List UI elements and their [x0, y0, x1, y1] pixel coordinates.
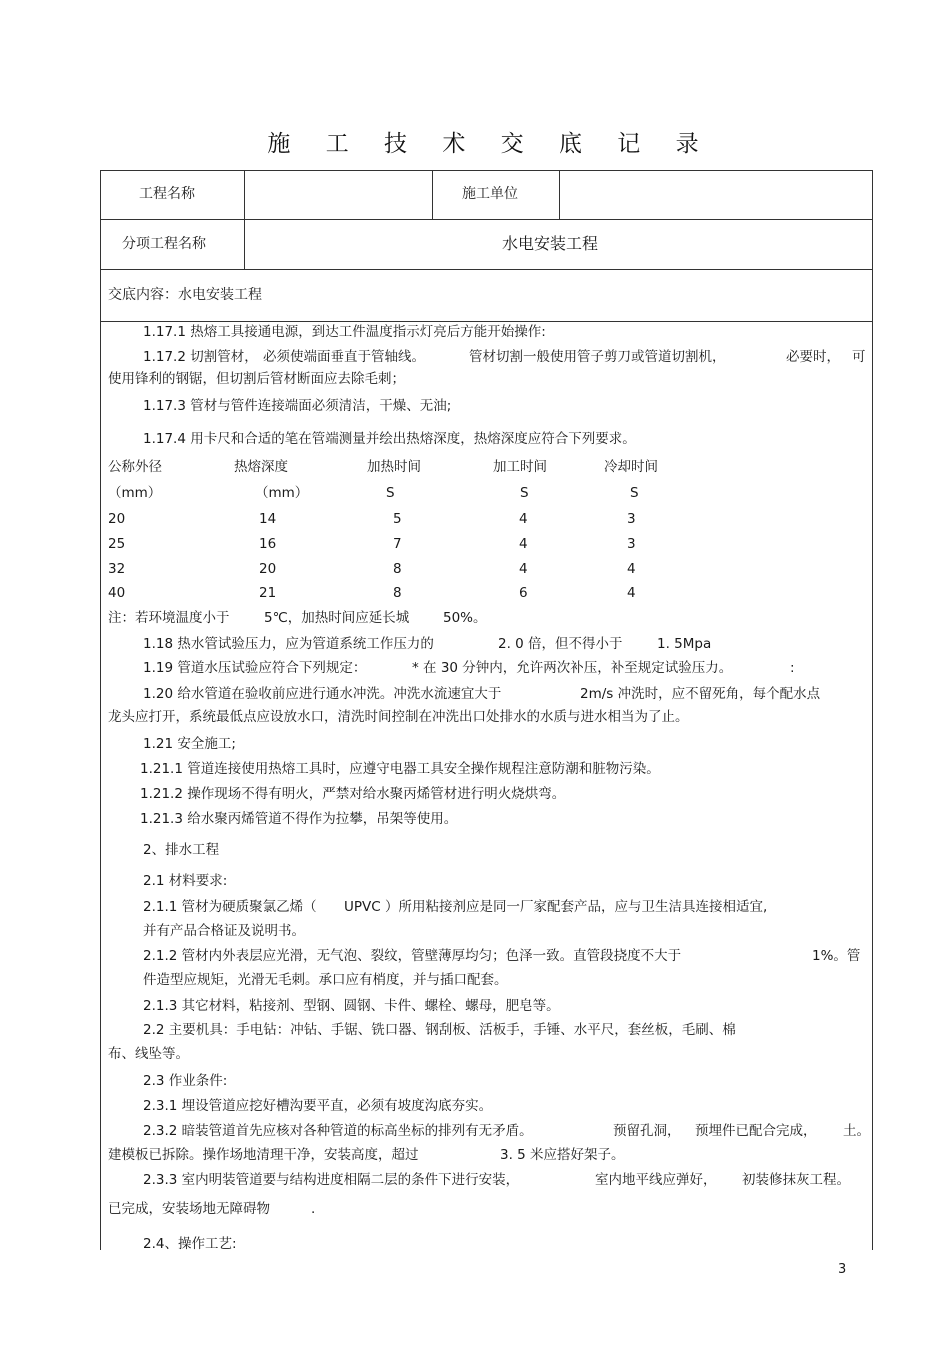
text-line: 土。 [843, 1123, 870, 1139]
text-line: 1.17.1 热熔工具接通电源，到达工件温度指示灯亮后方能开始操作: [143, 324, 546, 340]
text-line: UPVC ）所用粘接剂应是同一厂家配套产品，应与卫生洁具连接相适宜, [344, 899, 768, 915]
table-cell: 8 [393, 585, 402, 601]
table-cell: 4 [627, 585, 636, 601]
table-cell: 8 [393, 561, 402, 577]
text-line: 件造型应规矩，光滑无毛刺。承口应有梢度，并与插口配套。 [143, 972, 508, 988]
text-line: 2.2 主要机具：手电钻：冲钻、手锯、铣口器、钢刮板、活板手，手锤、水平尺，套丝板，毛刷、棉 [143, 1022, 736, 1038]
text-line: 2m/s 冲洗时，应不留死角，每个配水点 [580, 686, 821, 702]
text-line: 1%。管 [812, 948, 861, 964]
text-line: 2.3.2 暗装管道首先应核对各种管道的标高坐标的排列有无矛盾。 [143, 1123, 533, 1139]
table-cell: 25 [108, 536, 126, 552]
table-cell: 40 [108, 585, 126, 601]
table-cell: 14 [259, 511, 277, 527]
text-line: 2.1 材料要求: [143, 873, 228, 889]
table-cell: 21 [259, 585, 277, 601]
construction-unit-label: 施工单位 [462, 186, 518, 202]
table-unit-cell: S [386, 485, 395, 501]
text-line: 1.21.1 管道连接使用热熔工具时，应遵守电器工具安全操作规程注意防潮和脏物污染。 [140, 761, 660, 777]
text-line: 龙头应打开，系统最低点应设放水口，清洗时间控制在冲洗出口处排水的水质与进水相当为了止。 [108, 709, 689, 725]
table-cell: 6 [519, 585, 528, 601]
sub-project-value: 水电安装工程 [502, 234, 599, 253]
sub-project-label: 分项工程名称 [122, 236, 206, 252]
text-line: 2.3.3 室内明装管道要与结构进度相隔二层的条件下进行安装， [143, 1172, 520, 1188]
table-cell: 3 [627, 511, 636, 527]
project-name-label: 工程名称 [139, 186, 195, 202]
text-line: 50%。 [443, 610, 487, 626]
table-header-cell: 热熔深度 [234, 459, 288, 475]
text-line: 1.21.2 操作现场不得有明火，严禁对给水聚丙烯管材进行明火烧烘弯。 [140, 786, 566, 802]
text-line: 预埋件已配合完成， [695, 1123, 817, 1139]
page-number: 3 [838, 1262, 847, 1277]
table-unit-cell: （mm） [108, 485, 162, 501]
text-line: 2.1.3 其它材料，粘接剂、型钢、圆钢、卡件、螺栓、螺母，肥皂等。 [143, 998, 560, 1014]
text-line: 1.20 给水管道在验收前应进行通水冲洗。冲洗水流速宜大于 [143, 686, 502, 702]
text-line: 建模板已拆除。操作场地清理干净，安装高度，超过 [108, 1147, 419, 1163]
table-unit-cell: S [630, 485, 639, 501]
text-line: 必须使端面垂直于管轴线。 [263, 349, 425, 365]
table-cell: 20 [108, 511, 126, 527]
table-header-cell: 加工时间 [493, 459, 547, 475]
text-line: 5℃，加热时间应延长城 [264, 610, 410, 626]
table-unit-cell: S [520, 485, 529, 501]
text-line: 管材切割一般使用管子剪刀或管道切割机， [469, 349, 726, 365]
table-cell: 4 [519, 536, 528, 552]
text-line: 1.19 管道水压试验应符合下列规定： [143, 660, 367, 676]
text-line: 1.17.3 管材与管件连接端面必须清洁，干燥、无油; [143, 398, 452, 414]
text-line: 1.18 热水管试验压力，应为管道系统工作压力的 [143, 636, 434, 652]
text-line: 预留孔洞， [613, 1123, 681, 1139]
text-line: 已完成，安装场地无障碍物 [108, 1201, 270, 1217]
table-header-cell: 加热时间 [367, 459, 421, 475]
text-line: 使用锋利的钢锯，但切割后管材断面应去除毛刺； [108, 371, 405, 387]
col-divider [244, 171, 245, 269]
table-header-cell: 公称外径 [108, 459, 162, 475]
text-line: * 在 30 分钟内，允许两次补压，补至规定试验压力。 [412, 660, 733, 676]
document-title: 施 工 技 术 交 底 记 录 [267, 131, 713, 157]
text-line: 1.17.4 用卡尺和合适的笔在管端测量并绘出热熔深度，热熔深度应符合下列要求。 [143, 431, 636, 447]
text-line: 可 [852, 349, 866, 365]
table-cell: 16 [259, 536, 277, 552]
text-line: 2.3 作业条件: [143, 1073, 228, 1089]
col-divider [559, 171, 560, 219]
text-line: 1.21 安全施工; [143, 736, 236, 752]
text-line: 3. 5 米应搭好架子。 [500, 1147, 625, 1163]
text-line: 1.17.2 切割管材， [143, 349, 258, 365]
text-line: 注：若环境温度小于 [108, 610, 230, 626]
text-line: 1.21.3 给水聚丙烯管道不得作为拉攀，吊架等使用。 [140, 811, 458, 827]
text-line: 2.4、操作工艺: [143, 1236, 237, 1252]
text-line: 2.1.2 管材内外表层应光滑，无气泡、裂纹，管壁薄厚均匀；色泽一致。直管段挠度不大于 [143, 948, 682, 964]
text-line: 室内地平线应弹好， [595, 1172, 717, 1188]
row-divider [101, 321, 873, 322]
col-divider [432, 171, 433, 219]
table-cell: 7 [393, 536, 402, 552]
text-line: 初装修抹灰工程。 [742, 1172, 850, 1188]
text-line: 2. 0 倍，但不得小于 [498, 636, 623, 652]
table-cell: 5 [393, 511, 402, 527]
row-divider [101, 219, 873, 220]
text-line: . [311, 1201, 316, 1217]
table-unit-cell: （mm） [255, 485, 309, 501]
row-divider [101, 269, 873, 270]
table-cell: 3 [627, 536, 636, 552]
table-cell: 4 [627, 561, 636, 577]
text-line: 并有产品合格证及说明书。 [143, 923, 305, 939]
table-cell: 4 [519, 561, 528, 577]
content-label: 交底内容：水电安装工程 [108, 287, 262, 303]
text-line: : [790, 660, 795, 676]
section-heading: 2、排水工程 [143, 842, 220, 858]
text-line: 2.3.1 埋设管道应挖好槽沟要平直，必须有坡度沟底夯实。 [143, 1098, 493, 1114]
table-cell: 4 [519, 511, 528, 527]
text-line: 必要时， [786, 349, 840, 365]
table-cell: 32 [108, 561, 126, 577]
table-header-cell: 冷却时间 [604, 459, 658, 475]
table-cell: 20 [259, 561, 277, 577]
text-line: 布、线坠等。 [108, 1046, 189, 1062]
text-line: 2.1.1 管材为硬质聚氯乙烯（ [143, 899, 317, 915]
text-line: 1. 5Mpa [657, 636, 712, 652]
